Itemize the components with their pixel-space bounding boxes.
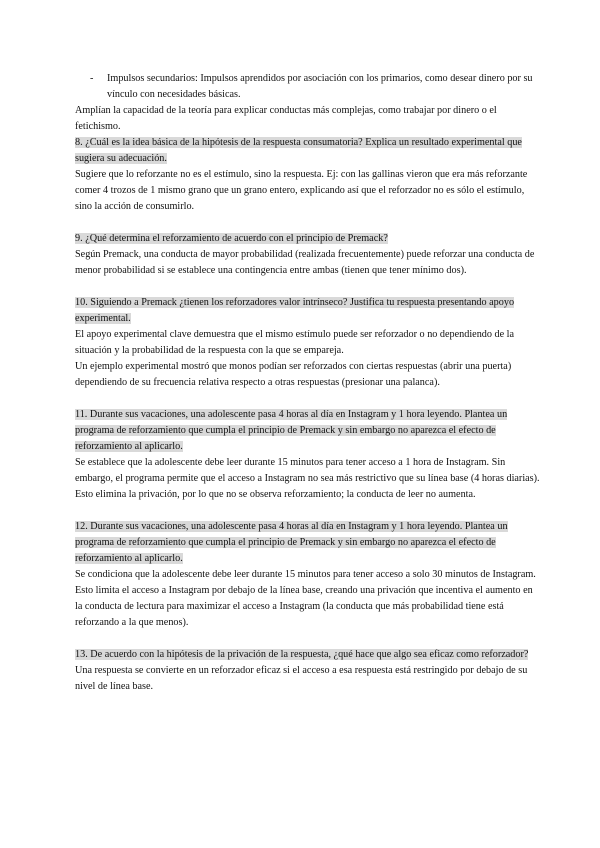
answer-paragraph: Se condiciona que la adolescente debe leer durante 15 minutos para tener acceso a solo 30 minutos de Instagram. Esto limita el acceso a Instagram por debajo de la línea base, creando una privación que incentiva el aumento en la conducta de lectura para maximizar el acceso a Instagram (la conducta que más probabilidad tiene está reforzando a la que menos). bbox=[75, 569, 536, 628]
question-heading: 13. De acuerdo con la hipótesis de la privación de la respuesta, ¿qué hace que algo sea eficaz como reforzador? bbox=[75, 649, 529, 660]
question-heading: 12. Durante sus vacaciones, una adolescente pasa 4 horas al día en Instagram y 1 hora leyendo. Plantea un programa de reforzamiento que cumpla el principio de Premack y sin embargo no aparezca el efecto de reforzamiento al aplicarlo. bbox=[75, 521, 508, 564]
answer-paragraph: Se establece que la adolescente debe leer durante 15 minutos para tener acceso a 1 hora de Instagram. Sin embargo, el programa permite que el acceso a Instagram no sea más restrictivo que su línea base (4 horas diarias). Esto elimina la privación, por lo que no se observa reforzamiento; la conducta de leer no aumenta. bbox=[75, 457, 540, 500]
question-block-8 bbox=[75, 135, 540, 215]
question-block-10 bbox=[75, 295, 540, 391]
answer-paragraph: El apoyo experimental clave demuestra que el mismo estímulo puede ser reforzador o no dependiendo de la situación y la probabilidad de la respuesta con la que se empareja. bbox=[75, 329, 515, 356]
question-block-13 bbox=[75, 647, 540, 695]
question-block-9 bbox=[75, 231, 540, 279]
question-block-11 bbox=[75, 407, 540, 503]
bullet-item bbox=[75, 71, 540, 103]
question-heading: 11. Durante sus vacaciones, una adolescente pasa 4 horas al día en Instagram y 1 hora leyendo. Plantea un programa de reforzamiento que cumpla el principio de Premack y sin embargo no aparezca el efecto de reforzamiento al aplicarlo. bbox=[75, 409, 508, 452]
answer-paragraph: Un ejemplo experimental mostró que monos podían ser reforzados con ciertas respuestas (abrir una puerta) dependiendo de su frecuencia relativa respecto a otras respuestas (presionar una palanca). bbox=[75, 361, 512, 388]
question-block-12 bbox=[75, 519, 540, 631]
answer-paragraph: Según Premack, una conducta de mayor probabilidad (realizada frecuentemente) puede reforzar una conducta de menor probabilidad si se establece una contingencia entre ambas (tienen que tener mínimo dos). bbox=[75, 249, 535, 276]
intro-paragraph: Amplían la capacidad de la teoría para explicar conductas más complejas, como trabajar por dinero o el fetichismo. bbox=[75, 105, 497, 132]
bullet-text: Impulsos secundarios: Impulsos aprendidos por asociación con los primarios, como desear dinero por su vínculo con necesidades básicas. bbox=[107, 73, 533, 100]
bullet-dash: - bbox=[90, 73, 94, 84]
question-heading: 8. ¿Cuál es la idea básica de la hipótesis de la respuesta consumatoria? Explica un resultado experimental que sugiera su adecuación. bbox=[75, 137, 522, 164]
question-heading: 9. ¿Qué determina el reforzamiento de acuerdo con el principio de Premack? bbox=[75, 233, 388, 244]
question-heading: 10. Siguiendo a Premack ¿tienen los reforzadores valor intrínseco? Justifica tu respuesta presentando apoyo experimental. bbox=[75, 297, 515, 324]
answer-paragraph: Sugiere que lo reforzante no es el estímulo, sino la respuesta. Ej: con las gallinas vieron que era más reforzante comer 4 trozos de 1 mismo grano que un grano entero, explicando así que el reforzador no es sólo el estímulo, sino la acción de consumirlo. bbox=[75, 169, 528, 212]
answer-paragraph: Una respuesta se convierte en un reforzador eficaz si el acceso a esa respuesta está restringido por debajo de su nivel de línea base. bbox=[75, 665, 528, 692]
